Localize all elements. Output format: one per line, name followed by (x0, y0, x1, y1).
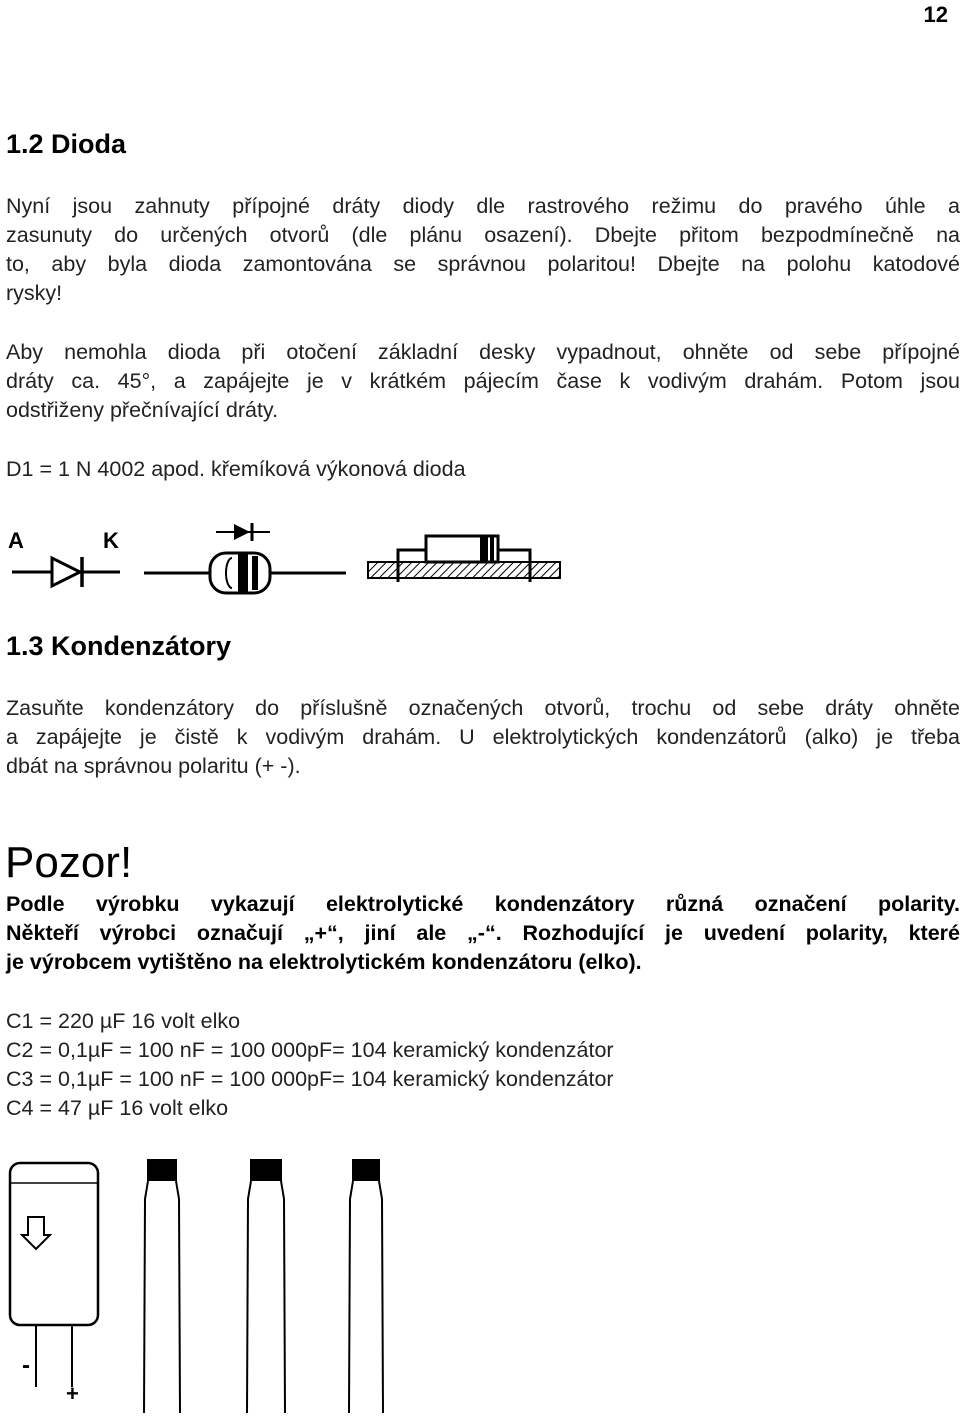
cathode-label: K (103, 528, 119, 553)
ceramic-capacitor-illustration (240, 1155, 300, 1418)
section-heading-diode: 1.2 Dioda (6, 129, 127, 159)
capacitor-parts-list (6, 1007, 614, 1123)
ceramic-capacitor-illustration (135, 1155, 195, 1418)
anode-label: A (8, 528, 24, 553)
list-item: C3 = 0,1µF = 100 nF = 100 000pF= 104 keramický kondenzátor (6, 1067, 614, 1091)
text-line: rysky! (6, 281, 63, 305)
diode-symbol-illustration (0, 520, 140, 600)
section-heading-capacitors: 1.3 Kondenzátory (6, 631, 232, 661)
text-line: Podle výrobku vykazují elektrolytické kondenzátory různá označení polarity. (6, 892, 960, 916)
plus-label: + (66, 1381, 79, 1406)
text-line: zasunuty do určených otvorů (dle plánu osazení). Dbejte přitom bezpodmínečně na (6, 223, 960, 247)
electrolytic-capacitor-illustration (0, 1155, 110, 1418)
diode-mounted-illustration (360, 520, 570, 600)
capacitor-paragraph (6, 694, 960, 781)
list-item: C4 = 47 µF 16 volt elko (6, 1096, 229, 1120)
list-item: C1 = 220 µF 16 volt elko (6, 1009, 241, 1033)
text-line: to, aby byla dioda zamontována se správnou polaritou! Dbejte na polohu katodové (6, 252, 960, 276)
list-item: C2 = 0,1µF = 100 nF = 100 000pF= 104 keramický kondenzátor (6, 1038, 614, 1062)
text-line: dráty ca. 45°, a zapájejte je v krátkém pájecím čase k vodivým drahám. Potom jsou (6, 369, 960, 393)
warning-title: Pozor! (5, 838, 133, 887)
minus-label: - (22, 1352, 30, 1379)
text-line: je výrobcem vytištěno na elektrolytickém kondenzátoru (elko). (6, 950, 642, 974)
text-line: Zasuňte kondenzátory do příslušně označených otvorů, trochu od sebe dráty ohněte (6, 696, 960, 720)
text-line: odstřiženy přečnívající dráty. (6, 398, 279, 422)
diode-part-spec: D1 = 1 N 4002 apod. křemíková výkonová dioda (6, 457, 466, 481)
text-line: Někteří výrobci označují „+“, jiní ale „-“. Rozhodující je uvedení polarity, které (6, 921, 960, 945)
diode-component-illustration (140, 518, 350, 598)
warning-text (6, 890, 960, 977)
page-number: 12 (923, 2, 948, 27)
diode-paragraph-1 (6, 192, 960, 308)
text-line: Nyní jsou zahnuty přípojné dráty diody dle rastrového režimu do pravého úhle a (6, 194, 960, 218)
text-line: a zapájejte je čistě k vodivým drahám. U elektrolytických kondenzátorů (alko) je třeba (6, 725, 960, 749)
text-line: dbát na správnou polaritu (+ -). (6, 754, 301, 778)
text-line: Aby nemohla dioda při otočení základní desky vypadnout, ohněte od sebe přípojné (6, 340, 960, 364)
diode-paragraph-2 (6, 338, 960, 425)
ceramic-capacitor-illustration (340, 1155, 400, 1418)
